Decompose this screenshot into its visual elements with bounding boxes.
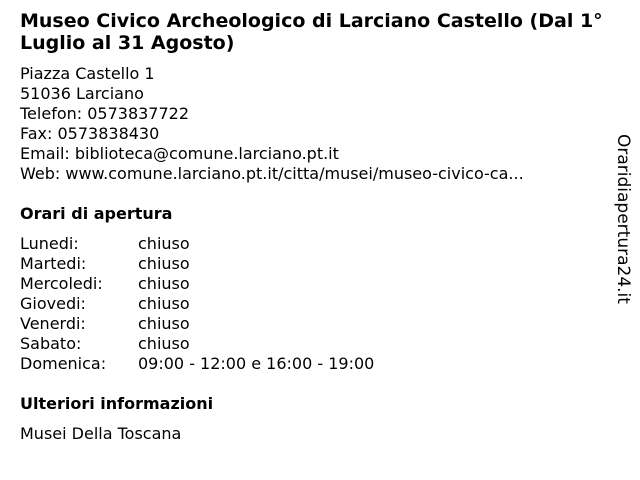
watermark-label: Oraridiapertura24.it xyxy=(613,134,633,304)
address-street: Piazza Castello 1 xyxy=(20,64,155,83)
opening-hours-heading: Orari di apertura xyxy=(20,204,173,223)
hours-time: chiuso xyxy=(138,234,190,253)
hours-day: Sabato: xyxy=(20,334,82,353)
museum-info-card xyxy=(20,10,610,444)
hours-time: chiuso xyxy=(138,334,190,353)
fax-line: Fax: 0573838430 xyxy=(20,124,160,143)
phone-line: Telefon: 0573837722 xyxy=(20,104,190,123)
hours-time: chiuso xyxy=(138,254,190,273)
hours-day: Lunedi: xyxy=(20,234,79,253)
opening-hours-list xyxy=(20,234,610,374)
hours-row-sunday xyxy=(20,354,610,374)
hours-row-thursday xyxy=(20,294,610,314)
hours-day: Mercoledi: xyxy=(20,274,103,293)
hours-time: chiuso xyxy=(138,314,190,333)
hours-row-friday xyxy=(20,314,610,334)
web-line: Web: www.comune.larciano.pt.it/citta/musei/museo-civico-ca... xyxy=(20,164,524,183)
hours-row-monday xyxy=(20,234,610,254)
page-title: Museo Civico Archeologico di Larciano Castello (Dal 1° Luglio al 31 Agosto) xyxy=(20,10,603,54)
email-line: Email: biblioteca@comune.larciano.pt.it xyxy=(20,144,339,163)
more-info-text: Musei Della Toscana xyxy=(20,424,182,443)
hours-row-saturday xyxy=(20,334,610,354)
hours-day: Domenica: xyxy=(20,354,107,373)
hours-day: Martedi: xyxy=(20,254,87,273)
more-info-heading: Ulteriori informazioni xyxy=(20,394,214,413)
address-city: 51036 Larciano xyxy=(20,84,144,103)
hours-row-tuesday xyxy=(20,254,610,274)
hours-day: Venerdi: xyxy=(20,314,86,333)
hours-row-wednesday xyxy=(20,274,610,294)
hours-time: chiuso xyxy=(138,274,190,293)
hours-day: Giovedi: xyxy=(20,294,86,313)
hours-time: chiuso xyxy=(138,294,190,313)
hours-time: 09:00 - 12:00 e 16:00 - 19:00 xyxy=(138,354,375,373)
